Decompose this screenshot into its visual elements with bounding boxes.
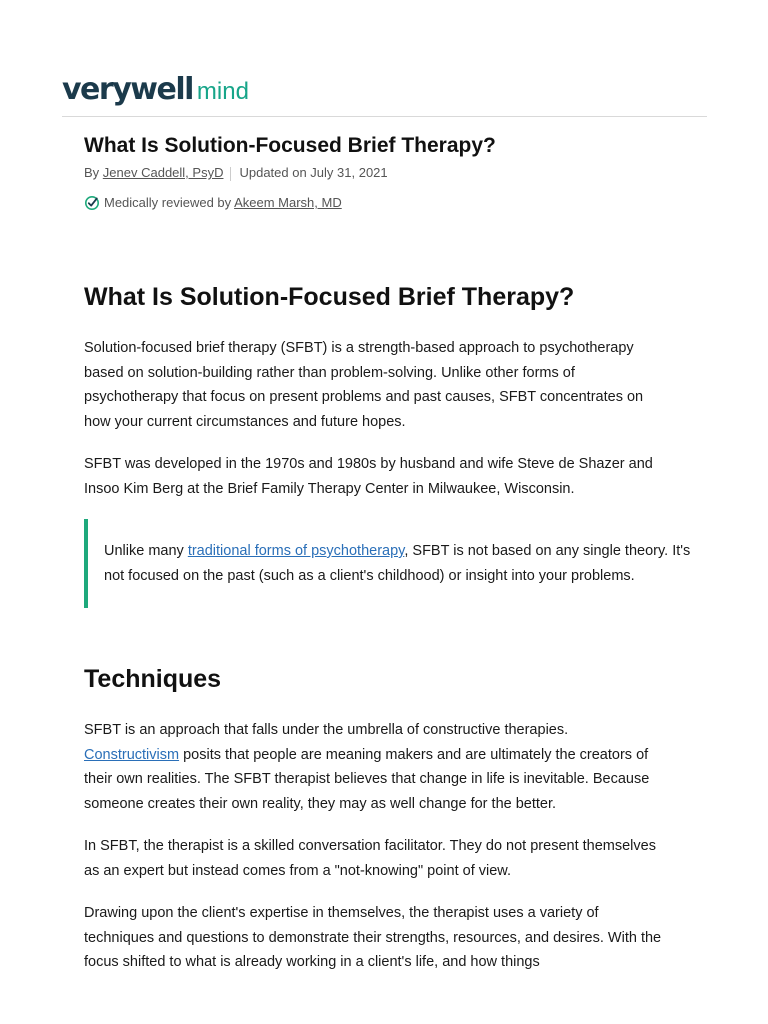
verywell-mind-logo[interactable] (62, 72, 249, 107)
updated-date: Updated on July 31, 2021 (239, 165, 388, 180)
article-heading: What Is Solution-Focused Brief Therapy? (84, 283, 575, 311)
callout-box (84, 519, 694, 608)
page-title: What Is Solution-Focused Brief Therapy? (84, 134, 496, 157)
author-link[interactable]: Jenev Caddell, PsyD (102, 165, 224, 180)
logo-sub-text: mind (196, 78, 249, 105)
by-label: By (84, 165, 100, 180)
paragraph-intro: Solution-focused brief therapy (SFBT) is a strength-based approach to psychotherapy based on solution-building rather than problem-solving. Unlike other forms of psychotherapy that focus on present problems and past causes, SFBT concentrates on how your current circumstances and future hopes. (84, 340, 644, 430)
techniques-heading: Techniques (84, 665, 222, 693)
medical-review-line (84, 194, 342, 216)
checkmark-badge-icon (84, 195, 100, 216)
meta-divider (230, 167, 231, 181)
callout-text: Unlike many traditional forms of psychotherapy, SFBT is not based on any single theory. It's not focused on the past (such as a client's childhood) or insight into your problems. (104, 543, 691, 584)
paragraph-facilitator: In SFBT, the therapist is a skilled conversation facilitator. They do not present themselves as an expert but instead comes from a "not-knowing" point of view. (84, 838, 656, 879)
reviewer-link[interactable]: Akeem Marsh, MD (234, 195, 342, 210)
traditional-psychotherapy-link[interactable]: traditional forms of psychotherapy (187, 543, 405, 559)
article-byline (84, 132, 684, 182)
article-body (84, 280, 691, 993)
paragraph-constructive: SFBT is an approach that falls under the umbrella of constructive therapies. Constructivism posits that people are meaning makers and are ultimately the creators of their own realities. The SFBT therapist believes that change in life is inevitable. Because someone creates their own reality, they may as well change for the better. (84, 722, 650, 812)
paragraph-expertise: Drawing upon the client's expertise in themselves, the therapist uses a variety of techniques and questions to demonstrate their strengths, resources, and desires. With the focus shifted to what is already working in a client's life, and how things (84, 905, 662, 970)
constructivism-link[interactable]: Constructivism (84, 746, 180, 763)
author-meta (84, 164, 684, 182)
reviewed-by-label: Medically reviewed by (104, 195, 232, 210)
paragraph-history: SFBT was developed in the 1970s and 1980s by husband and wife Steve de Shazer and Insoo Kim Berg at the Brief Family Therapy Center in Milwaukee, Wisconsin. (84, 456, 653, 497)
site-header (62, 62, 707, 117)
logo-main-text: verywell (62, 72, 193, 107)
